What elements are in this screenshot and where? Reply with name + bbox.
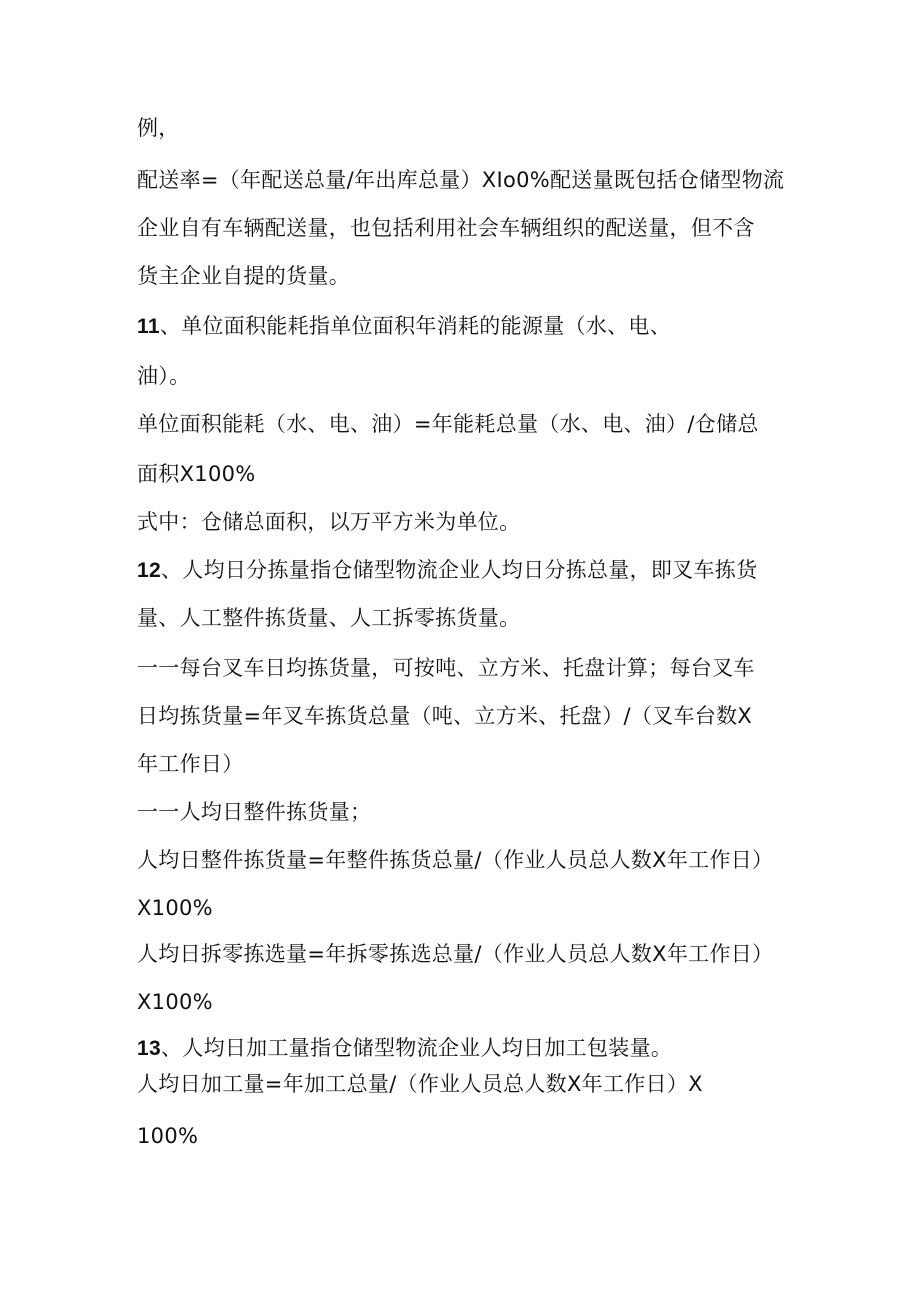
line-text: 企业自有车辆配送量，也包括利用社会车辆组织的配送量，但不含 <box>137 216 755 240</box>
line-text: 人均日加工量=年加工总量/（作业人员总人数X年工作日）X <box>137 1072 703 1096</box>
text-line <box>137 702 752 730</box>
text-line <box>137 988 213 1016</box>
section-number: 11 <box>137 315 160 338</box>
line-text: 一一人均日整件拣货量； <box>137 800 372 824</box>
line-text: 年工作日） <box>137 752 244 776</box>
section-heading-13 <box>137 1034 672 1063</box>
text-line <box>137 750 244 778</box>
line-text: 面积X100% <box>137 462 256 486</box>
text-line <box>137 846 773 874</box>
text-line <box>137 114 180 142</box>
line-text: 日均拣货量=年叉车拣货总量（吨、立方米、托盘）/（叉车台数X <box>137 704 753 728</box>
line-text: 配送率=（年配送总量/年出库总量）XIo0%配送量既包括仓储型物流 <box>137 168 785 192</box>
text-line <box>137 166 784 194</box>
text-line <box>137 894 213 922</box>
text-line <box>137 362 190 390</box>
text-line <box>137 214 755 242</box>
text-line <box>137 460 256 488</box>
text-line <box>137 1070 703 1098</box>
section-heading-11 <box>137 312 671 341</box>
text-line <box>137 410 759 438</box>
line-text: 、人均日加工量指仓储型物流企业人均日加工包装量。 <box>160 1036 673 1060</box>
line-text: 单位面积能耗（水、电、油）=年能耗总量（水、电、油）/仓储总 <box>137 412 759 436</box>
line-text: X100% <box>137 990 213 1014</box>
text-line <box>137 262 350 290</box>
section-heading-12 <box>137 556 757 585</box>
line-text: 一一每台叉车日均拣货量，可按吨、立方米、托盘计算；每台叉车 <box>137 656 755 680</box>
text-line <box>137 798 371 826</box>
text-line <box>137 1122 198 1150</box>
line-text: X100% <box>137 896 213 920</box>
text-line <box>137 940 773 968</box>
line-text: 油）。 <box>137 364 191 388</box>
line-text: 人均日拆零拣选量=年拆零拣选总量/（作业人员总人数X年工作日） <box>137 942 774 966</box>
line-text: 量、人工整件拣货量、人工拆零拣货量。 <box>137 606 521 630</box>
section-number: 12 <box>137 559 161 582</box>
section-number: 13 <box>137 1037 161 1060</box>
line-text: 货主企业自提的货量。 <box>137 264 350 288</box>
line-text: 式中：仓储总面积，以万平方米为单位。 <box>137 510 521 534</box>
text-line <box>137 508 520 536</box>
line-text: 、人均日分拣量指仓储型物流企业人均日分拣总量，即叉车拣货 <box>160 558 758 582</box>
text-line <box>137 654 755 682</box>
line-text: 100% <box>137 1124 199 1148</box>
line-text: 例， <box>137 116 180 140</box>
line-text: 人均日整件拣货量=年整件拣货总量/（作业人员总人数X年工作日） <box>137 848 774 872</box>
text-line <box>137 604 520 632</box>
line-text: 、单位面积能耗指单位面积年消耗的能源量（水、电、 <box>159 314 672 338</box>
